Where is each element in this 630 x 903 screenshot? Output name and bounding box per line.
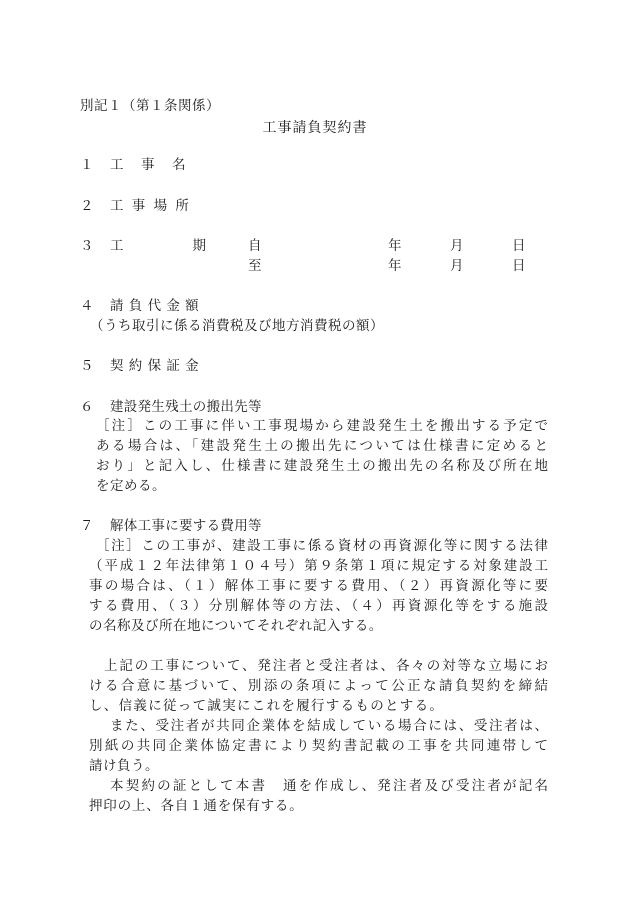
term-to-month: 月 [450,258,464,274]
item-3-label: 工 期 [110,238,220,254]
body-paragraph-line: 上記の工事について、発注者と受注者は、各々の対等な立場にお [104,658,548,674]
item-2-label: 工 事 場 所 [110,198,191,214]
item-7-note-line: （平成１２年法律第１０４号）第９条第１項に規定する対象建設工 [89,558,548,574]
body-paragraph-line: また、受注者が共同企業体を結成している場合には、受注者は、 [110,718,548,734]
item-6-label: 建設発生残土の搬出先等 [110,399,262,415]
item-4-number: ４ [80,298,94,314]
item-4-label: 請 負 代 金 額 [110,298,200,314]
body-paragraph-line: 請け負う。 [89,758,159,774]
item-6-note-line: ［注］この工事に伴い工事現場から建設発生土を搬出する予定で [96,418,548,434]
term-to-year: 年 [388,258,402,274]
item-3-number: ３ [80,238,94,254]
item-7-note-line: ［注］この工事が、建設工事に係る資材の再資源化等に関する法律 [96,538,548,554]
item-7-number: ７ [80,518,94,534]
item-5-number: ５ [80,358,94,374]
document-title: 工事請負契約書 [262,120,368,136]
item-7-note-line: する費用、（３）分別解体等の方法、（４）再資源化等をする施設 [89,598,548,614]
term-to-day: 日 [512,258,526,274]
item-7-note-line: の名称及び所在地についてそれぞれ記入する。 [89,618,383,634]
item-6-note-line: ある場合は、「建設発生土の搬出先については仕様書に定めると [96,438,548,454]
term-from-month: 月 [450,238,464,254]
item-2-number: ２ [80,198,94,214]
item-4-note: （うち取引に係る消費税及び地方消費税の額） [90,318,384,334]
item-6-note-line: おり」と記入し、仕様書に建設発生土の搬出先の名称及び所在地 [96,458,548,474]
term-to-label: 至 [248,258,262,274]
body-paragraph-line: 別紙の共同企業体協定書により契約書記載の工事を共同連帯して [89,738,548,754]
item-6-note-line: を定める。 [96,478,166,494]
item-7-note-line: 事の場合は、（１）解体工事に要する費用、（２）再資源化等に要 [89,578,548,594]
annex-label: 別記１（第１条関係） [80,98,220,114]
item-5-label: 契 約 保 証 金 [110,358,200,374]
body-paragraph-line: 押印の上、各自１通を保有する。 [89,798,304,814]
body-paragraph-line: ける合意に基づいて、別添の条項によって公正な請負契約を締結 [89,678,548,694]
body-paragraph-line: し、信義に従って誠実にこれを履行するものとする。 [89,698,445,714]
item-1-label: 工 事 名 [110,157,188,173]
term-from-label: 自 [248,238,262,254]
item-6-number: ６ [80,399,94,415]
body-paragraph-line: 本契約の証として本書 通を作成し、発注者及び受注者が記名 [110,778,548,794]
item-7-label: 解体工事に要する費用等 [110,518,262,534]
term-from-year: 年 [388,238,402,254]
term-from-day: 日 [512,238,526,254]
item-1-number: １ [80,157,94,173]
